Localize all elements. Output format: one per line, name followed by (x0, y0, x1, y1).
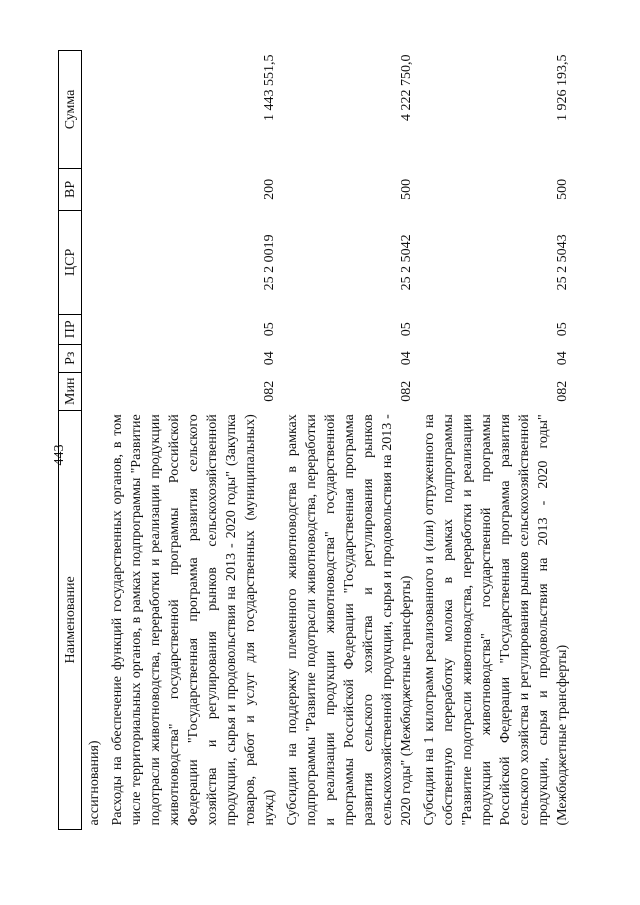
table-row (418, 51, 574, 830)
row-min: 082 (262, 380, 277, 402)
row-vr: 500 (399, 178, 414, 200)
row-rz: 04 (399, 351, 414, 366)
header-pr: ПР (59, 314, 82, 344)
row-pr: 05 (399, 322, 414, 337)
budget-table (58, 50, 574, 830)
row-csr: 25 2 5043 (555, 234, 570, 291)
continuation-text: ассигнования) (87, 740, 102, 826)
row-min: 082 (555, 380, 570, 402)
table-row (106, 51, 281, 830)
row-csr: 25 2 5042 (399, 234, 414, 291)
page-number: 443 (52, 444, 67, 466)
header-csr: ЦСР (59, 210, 82, 314)
header-sum: Сумма (59, 51, 82, 169)
continuation-row (82, 51, 107, 830)
row-name: Расходы на обеспечение функций государственных органов, в том числе территориальных органов, в рамках подпрограммы "Развитие подотрасли животноводства, переработки и реализации продукции животноводства" государственной программы Российской Федерации "Государственная программа развития сельского хозяйства и регулирования рынков сельскохозяйственной продукции, сырья и продовольствия на 2013 - 2020 годы" (Закупка товаров, работ и услуг для государственных (муниципальных) нужд) (110, 414, 277, 826)
header-vr: ВР (59, 168, 82, 210)
row-rz: 04 (555, 351, 570, 366)
table-header-row (59, 51, 82, 830)
header-min: Мин (59, 372, 82, 410)
row-min: 082 (399, 380, 414, 402)
rotated-page-content (58, 50, 603, 830)
row-name: Субсидии на 1 килограмм реализованного и (или) отгруженного на собственную переработку молока в рамках подпрограммы "Развитие подотрасли животноводства, переработки и реализации продукции животноводства" государственной программы Российской Федерации "Государственная программа развития сельского хозяйства и регулирования рынков сельскохозяйственной продукции, сырья и продовольствия на 2013 - 2020 годы" (Межбюджетные трансферты) (422, 414, 570, 826)
header-rz: Рз (59, 344, 82, 372)
header-name: Наименование (59, 410, 82, 829)
row-sum: 4 222 750,0 (399, 54, 414, 121)
row-vr: 200 (262, 178, 277, 200)
row-rz: 04 (262, 351, 277, 366)
row-sum: 1 926 193,5 (555, 54, 570, 121)
row-pr: 05 (555, 322, 570, 337)
table-row (281, 51, 418, 830)
row-sum: 1 443 551,5 (262, 54, 277, 121)
row-csr: 25 2 0019 (262, 234, 277, 291)
row-pr: 05 (262, 322, 277, 337)
row-name: Субсидии на поддержку племенного животноводства в рамках подпрограммы "Развитие подотрасли животноводства, переработки и реализации продукции животноводства" государственной программы Российской Федерации "Государственная программа развития сельского хозяйства и регулирования рынков сельскохозяйственной продукции, сырья и продовольствия на 2013 - 2020 годы" (Межбюджетные трансферты) (285, 414, 414, 826)
row-vr: 500 (555, 178, 570, 200)
